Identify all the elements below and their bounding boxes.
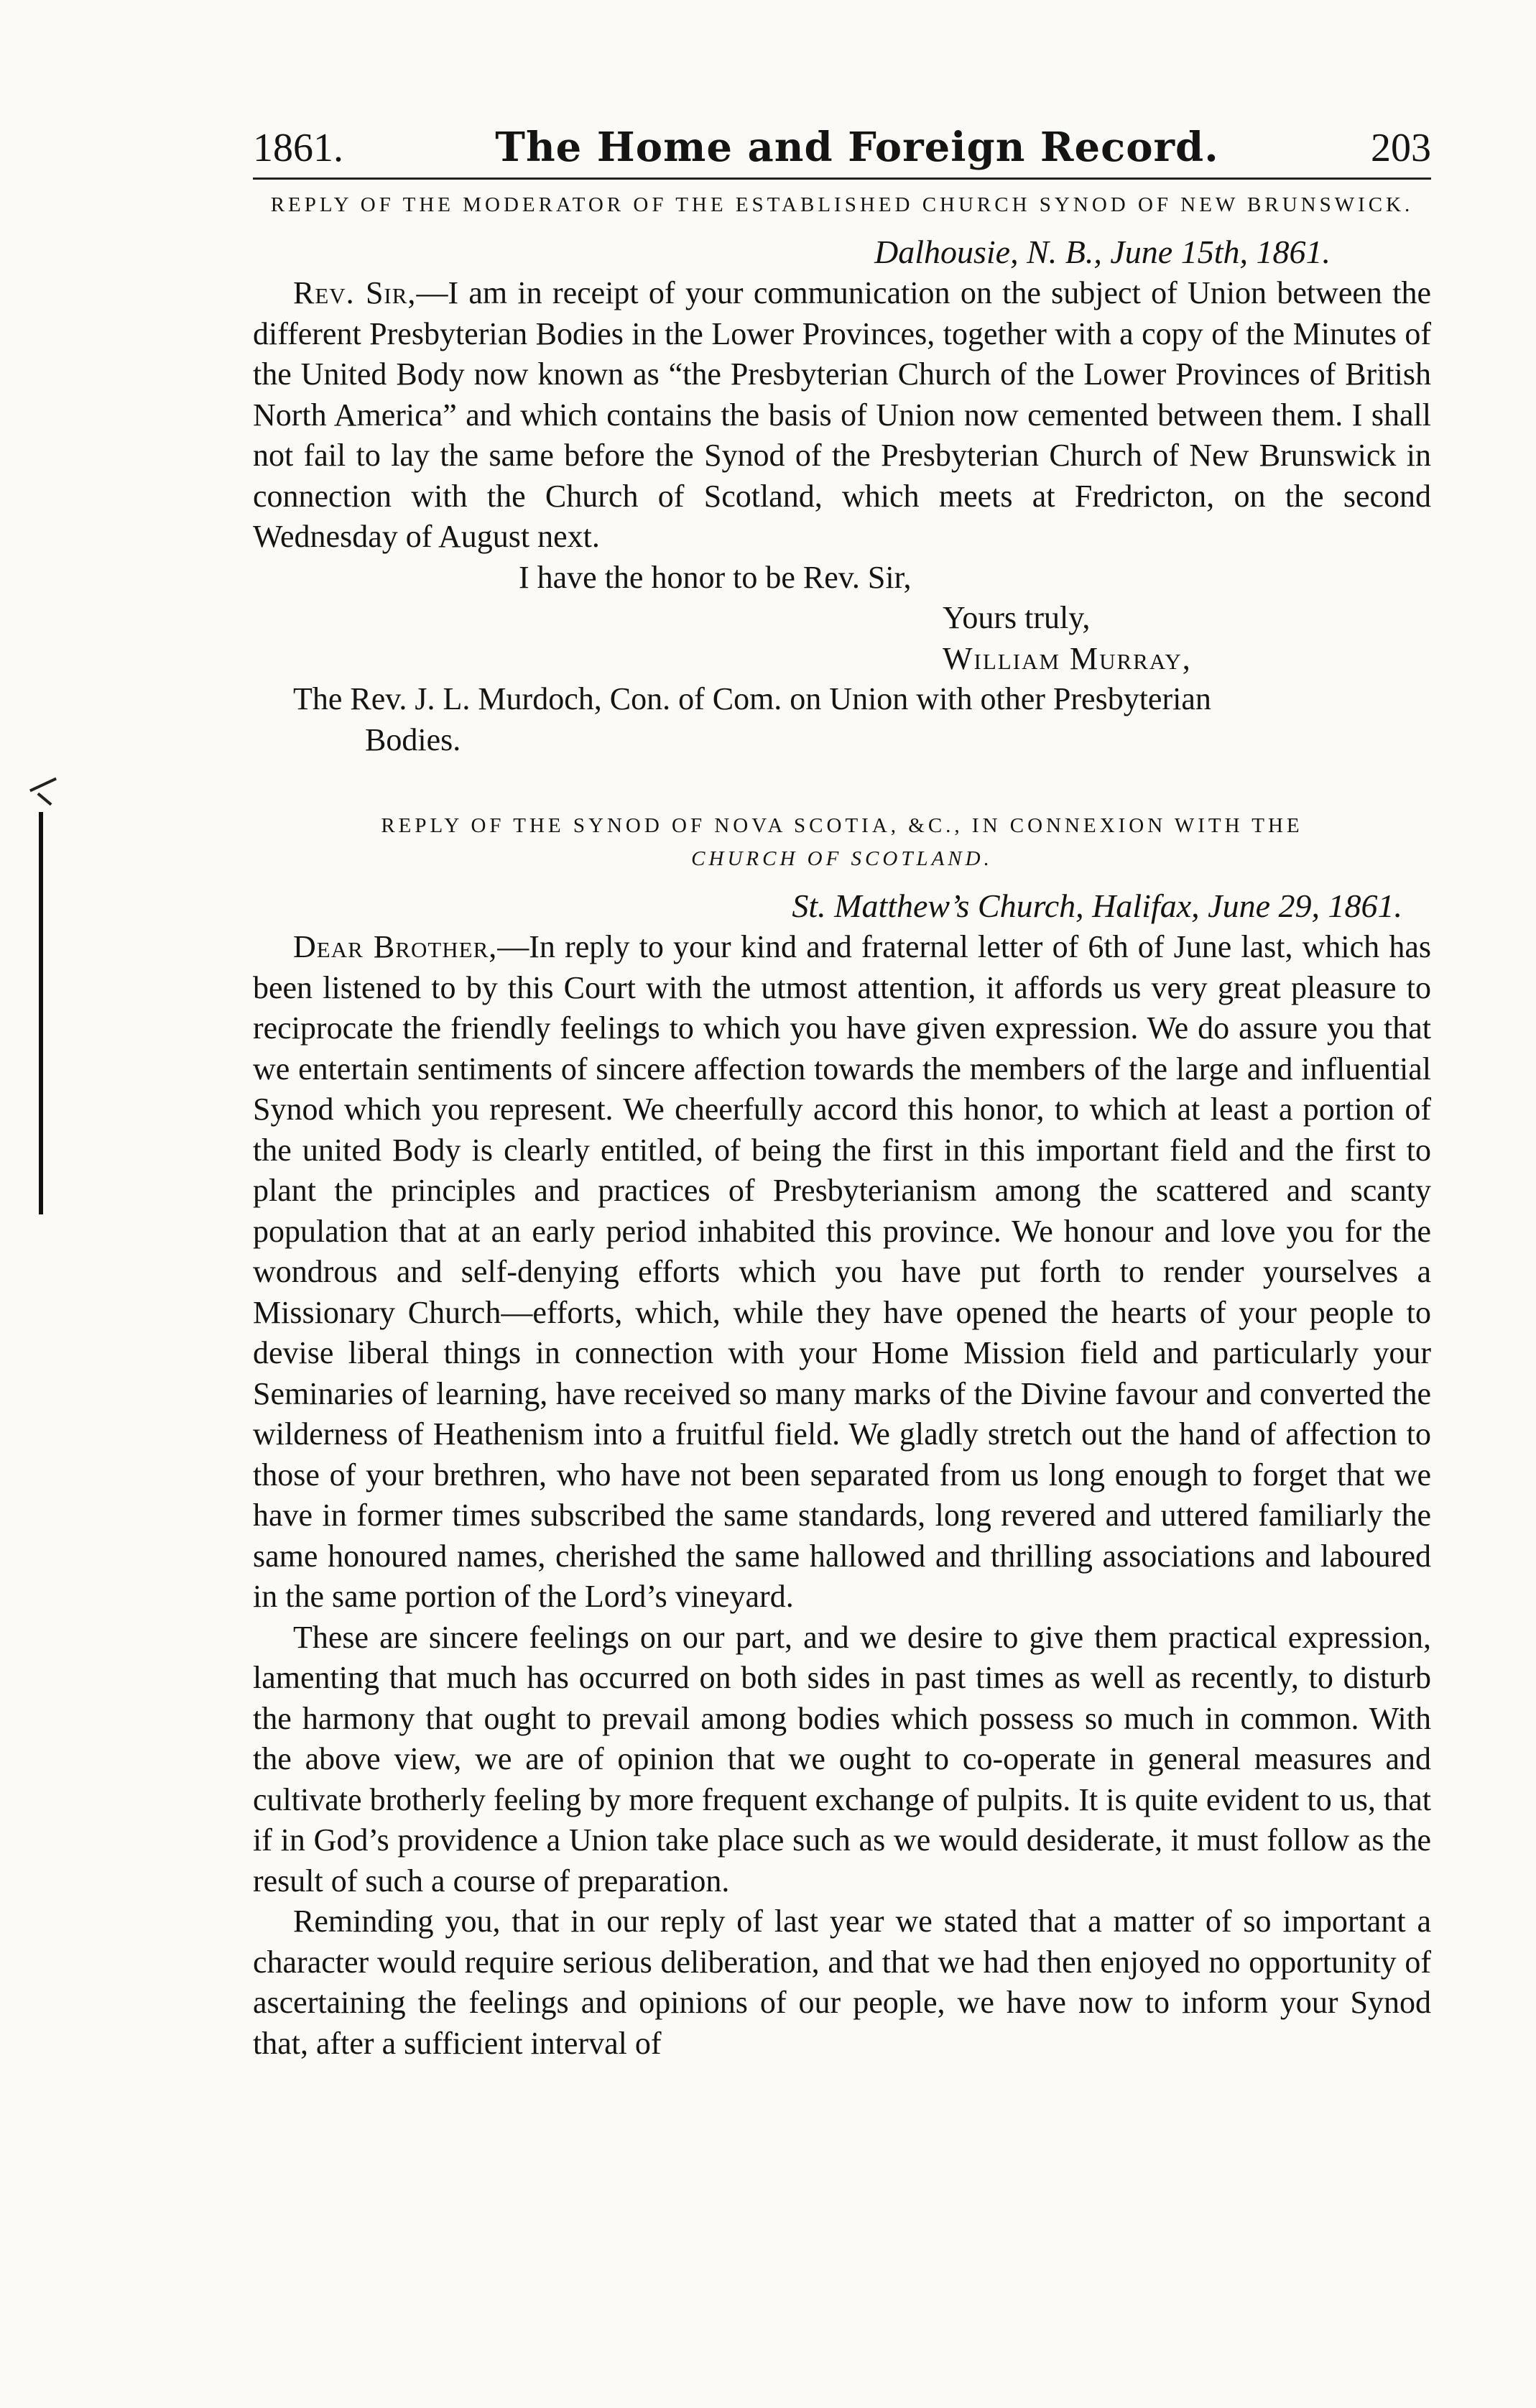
- letter1-dateline: Dalhousie, N. B., June 15th, 1861.: [874, 234, 1331, 270]
- margin-tick: [37, 793, 52, 806]
- letter2-heading-sub: CHURCH OF SCOTLAND.: [691, 847, 993, 870]
- letter2-paragraph: [253, 927, 1431, 1618]
- letter2-paragraph: These are sincere feelings on our part, and we desire to give them practical expression, lamenting that much has occurred on both sides in past times as well as recently, to disturb the harmony that ought to prevail among bodies which possess so much in common. With the above view, we are of opinion that we ought to co-operate in general measures and cultivate brotherly feeling by more frequent exchange of pulpits. It is quite evident to us, that if in God’s providence a Union take place such as we would desiderate, it must follow as the result of such a course of preparation.: [253, 1619, 1431, 1899]
- signature: William Murray,: [943, 640, 1192, 676]
- letter2-salutation: Dear Brother,: [293, 929, 498, 964]
- closing-line: Yours truly,: [943, 600, 1091, 635]
- letter1-closing: [253, 558, 1431, 680]
- letter2-heading: [253, 809, 1431, 875]
- header-year: 1861.: [253, 126, 343, 170]
- margin-bar: [39, 812, 43, 1214]
- margin-tick: [29, 778, 57, 793]
- journal-title: The Home and Foreign Record.: [495, 124, 1219, 171]
- letter2-dateline: St. Matthew’s Church, Halifax, June 29, 1861.: [792, 887, 1402, 924]
- running-header: [253, 122, 1431, 180]
- margin-marks: [22, 762, 65, 1222]
- letter2-heading-line: REPLY OF THE SYNOD OF NOVA SCOTIA, &C., IN CONNEXION WITH THE: [381, 814, 1303, 837]
- letter2-para1-text: —In reply to your kind and fraternal letter of 6th of June last, which has been listened to by this Court with the utmost attention, it affords us very great pleasure to reciprocate the friendly feelings to which you have given expression. We do assure you that we entertain sentiments of sincere affection towards the members of the large and influential Synod which you represent. We cheerfully accord this honor, to which at least a portion of the united Body is clearly entitled, of being the first in this important field and the first to plant the principles and practices of Presbyterianism among the scattered and scanty population that at an early period inhabited this province. We honour and love you for the wondrous and self-denying efforts which you have put forth to render yourselves a Missionary Church—efforts, which, while they have opened the hearts of your people to devise liberal things in connection with your Home Mission field and particularly your Seminaries of learning, have received so many marks of the Divine favour and converted the wilderness of Heathenism into a fruitful field. We gladly stretch out the hand of affection to those of your brethren, who have not been separated from us long enough to forget that we have in former times subscribed the same standards, long revered and uttered familiarly the same honoured names, cherished the same hallowed and thrilling associations and laboured in the same portion of the Lord’s vineyard.: [253, 929, 1431, 1614]
- closing-line: I have the honor to be Rev. Sir,: [519, 559, 912, 595]
- letter1-salutation: Rev. Sir,: [293, 275, 417, 310]
- letter1-body-text: —I am in receipt of your communication on the subject of Union between the different Presbyterian Bodies in the Lower Provinces, together with a copy of the Minutes of the United Body now known as “the Presbyterian Church of the Lower Provinces of British North America” and which contains the basis of Union now cemented between them. I shall not fail to lay the same before the Synod of the Presbyterian Church of New Brunswick in connection with the Church of Scotland, which meets at Fredricton, on the second Wednesday of August next.: [253, 275, 1431, 554]
- page-number: 203: [1371, 126, 1431, 170]
- addressee-line: Bodies.: [365, 721, 461, 757]
- letter1-addressee: [253, 679, 1431, 760]
- letter2-paragraph: Reminding you, that in our reply of last year we stated that a matter of so important a character would require serious deliberation, and that we had then enjoyed no opportunity of ascertaining the feelings and opinions of our people, we have now to inform your Synod that, after a sufficient interval of: [253, 1904, 1431, 2061]
- letter1-heading: REPLY OF THE MODERATOR OF THE ESTABLISHED CHURCH SYNOD OF NEW BRUNSWICK.: [270, 193, 1414, 216]
- document-page: [253, 122, 1431, 2064]
- letter1-body: [253, 273, 1431, 558]
- addressee-line: The Rev. J. L. Murdoch, Con. of Com. on Union with other Presbyterian: [293, 681, 1211, 716]
